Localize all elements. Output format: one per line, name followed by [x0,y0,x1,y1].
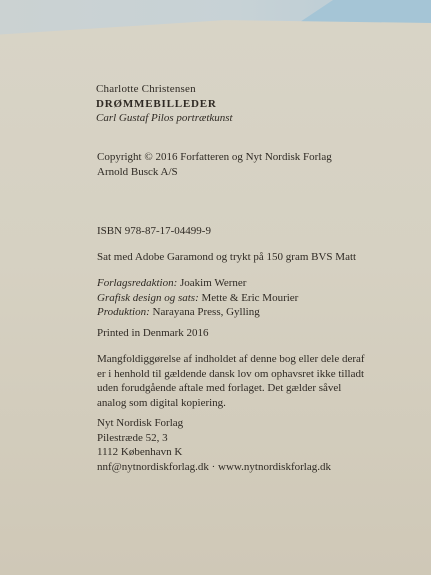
legal-line-2: er i henhold til gældende dansk lov om ophavsret ikke tilladt [97,367,365,380]
publisher-contact: nnf@nytnordiskforlag.dk · www.nytnordiskforlag.dk [97,460,331,473]
legal-line-1: Mangfoldiggørelse af indholdet af denne bog eller dele deraf [97,353,365,365]
publisher-street: Pilestræde 52, 3 [97,431,168,444]
author-name: Charlotte Christensen [96,83,196,95]
credit-name: Joakim Werner [180,277,247,289]
copyright-line-2: Arnold Busck A/S [97,165,178,178]
credit-role: Produktion: [97,306,150,318]
credit-line [97,305,298,320]
printed-in: Printed in Denmark 2016 [97,327,209,339]
credit-role: Forlagsredaktion: [97,277,178,289]
credit-line [97,291,298,306]
printed-block [97,326,209,341]
credit-name: Mette & Eric Mourier [201,291,299,304]
legal-block [97,352,365,410]
title-block [96,82,233,126]
isbn-block [97,224,211,239]
publisher-name: Nyt Nordisk Forlag [97,417,184,429]
credit-name: Narayana Press, Gylling [152,306,260,318]
publisher-city: 1112 København K [97,446,183,458]
legal-line-3: uden forudgående aftale med forlaget. Det gælder såvel [97,382,342,394]
credits-block [97,276,298,320]
book-title: DRØMMEBILLEDER [96,97,217,110]
legal-line-4: analog som digital kopiering. [97,396,226,409]
typeset-block [97,250,356,265]
credit-line [97,276,298,291]
isbn: ISBN 978-87-17-04499-9 [97,225,211,237]
credit-role: Grafisk design og sats: [97,291,199,304]
copyright-block [97,150,332,179]
book-subtitle: Carl Gustaf Pilos portrætkunst [96,112,233,124]
copyright-line-1: Copyright © 2016 Forfatteren og Nyt Nordisk Forlag [97,151,332,163]
publisher-block [97,416,331,474]
typeset-info: Sat med Adobe Garamond og trykt på 150 gram BVS Matt [97,251,357,263]
